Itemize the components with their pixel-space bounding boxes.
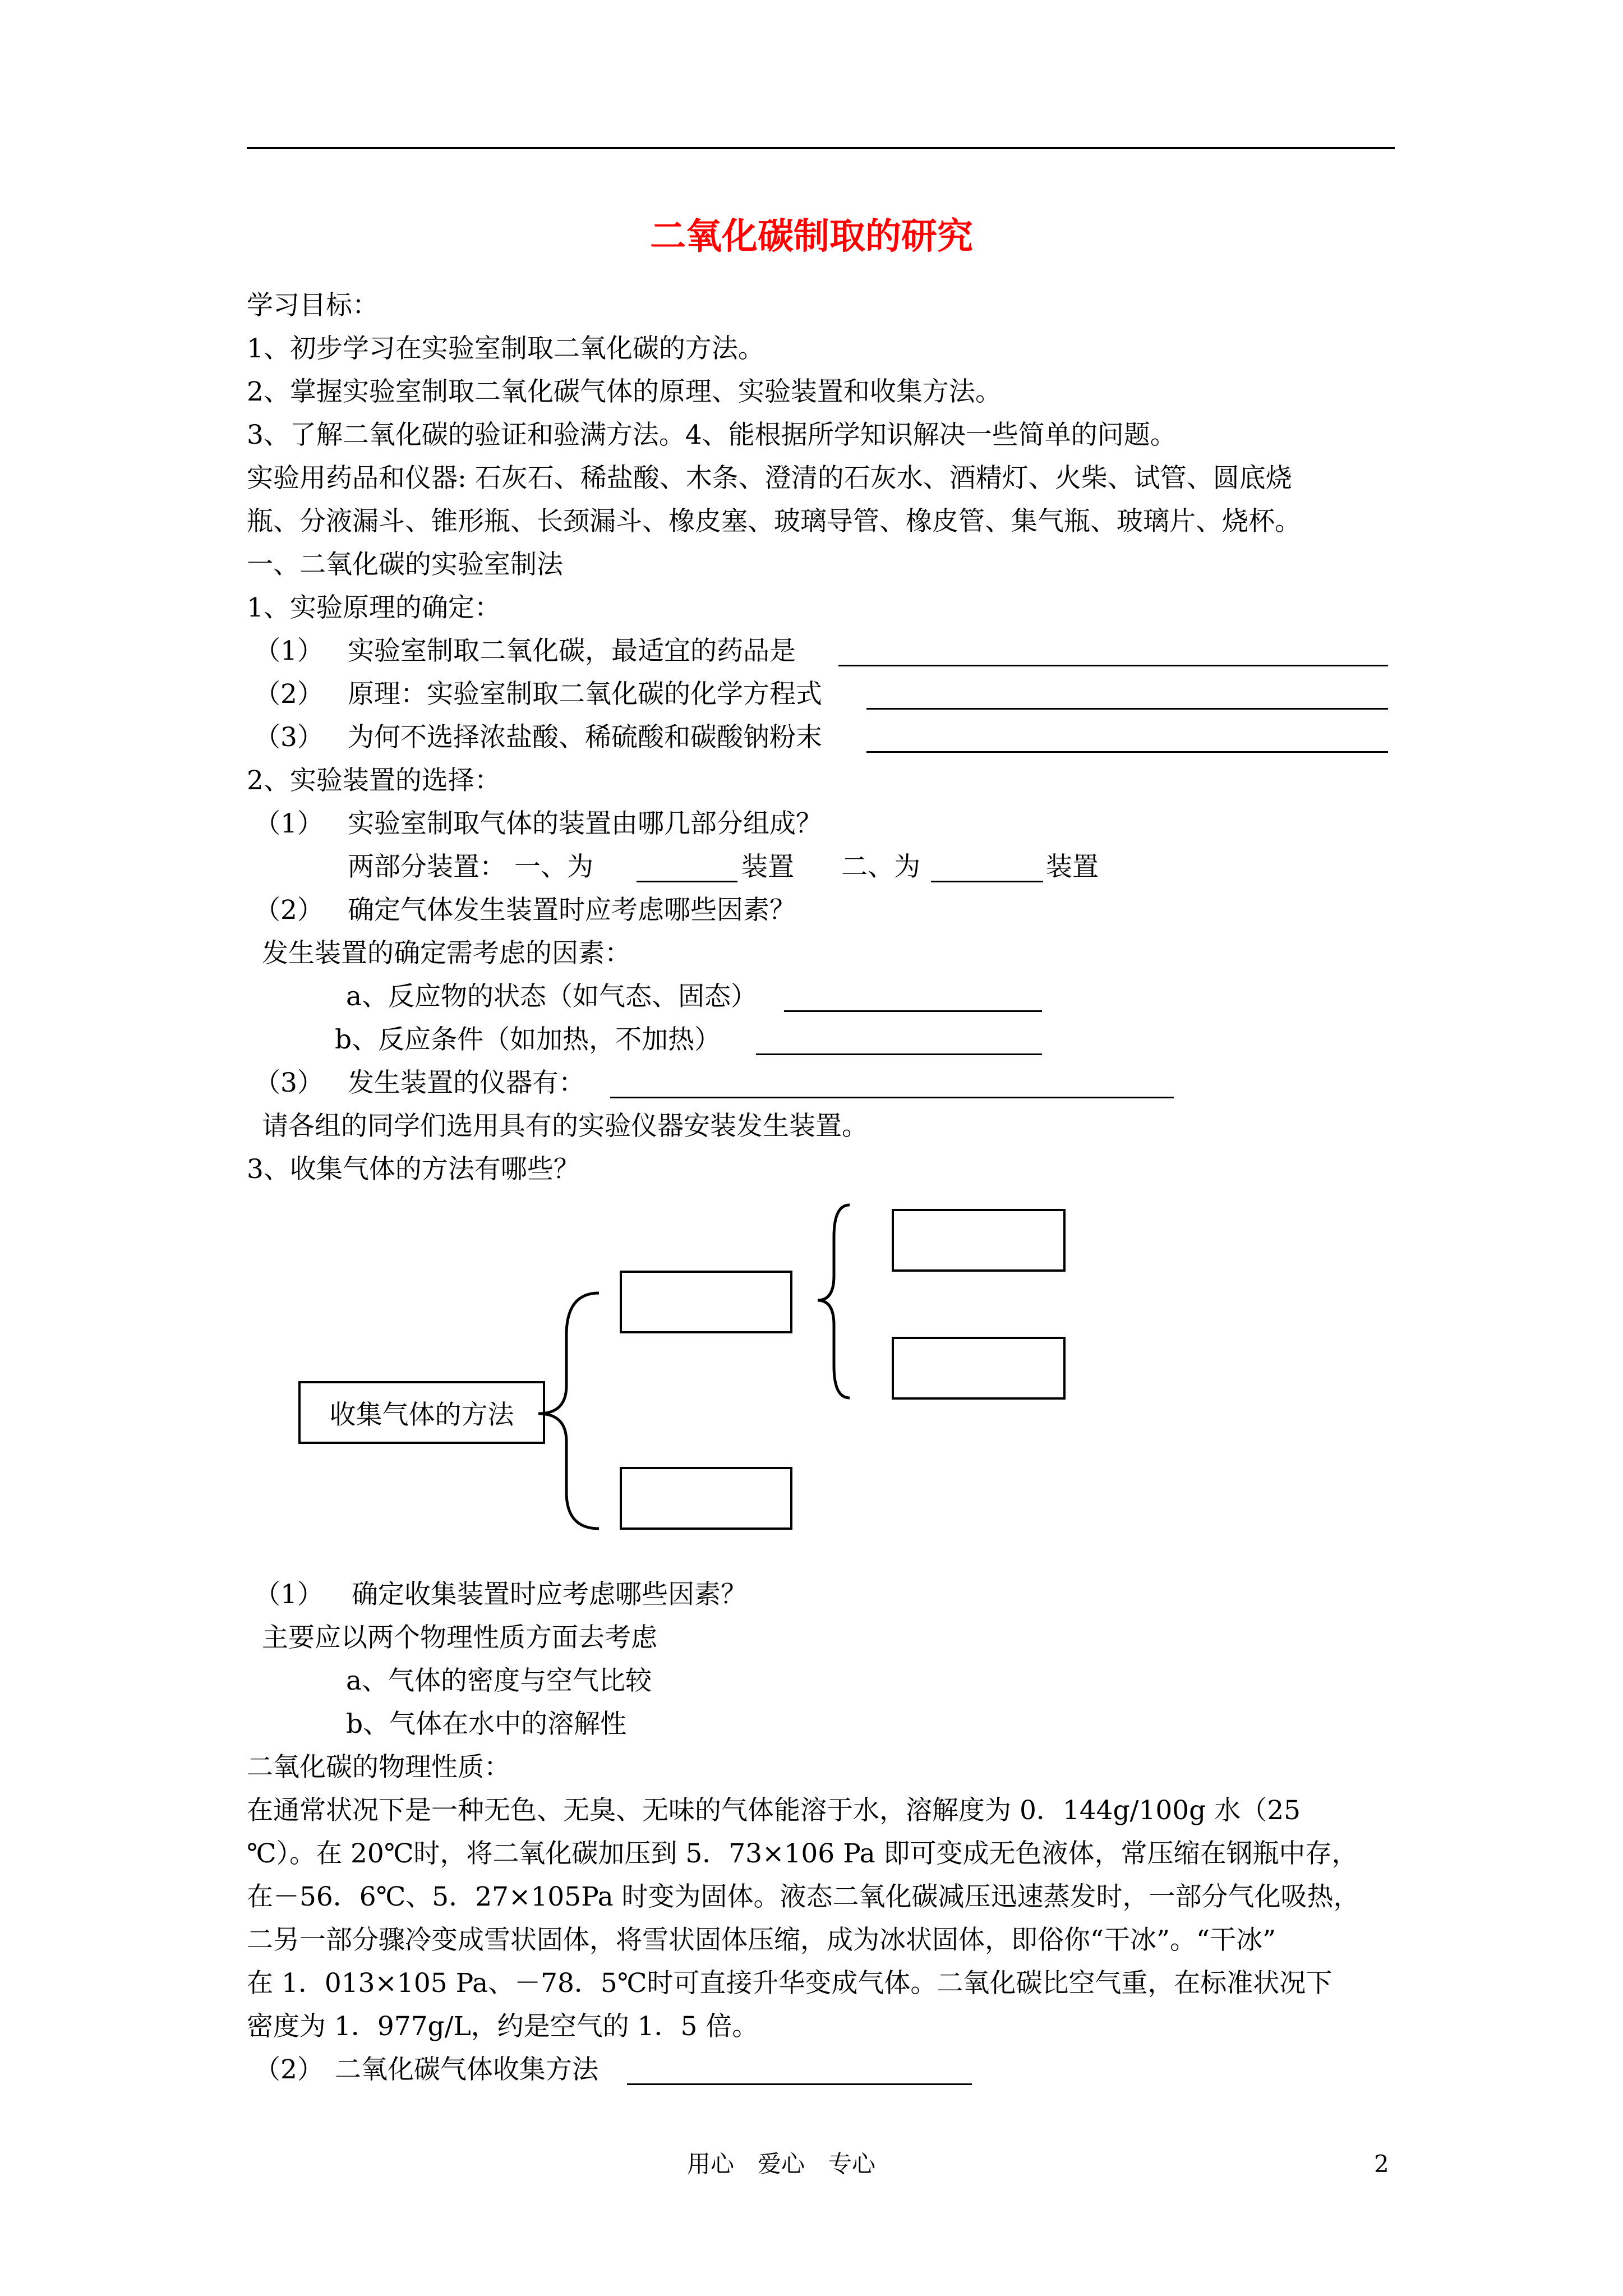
question-1-text: 实验室制取二氧化碳，最适宜的药品是: [348, 636, 796, 666]
question-5-text: 确定气体发生装置时应考虑哪些因素？: [348, 895, 796, 926]
question-8-text: 二氧化碳气体收集方法: [335, 2054, 598, 2085]
main-consideration: 主要应以两个物理性质方面去考虑: [262, 1622, 657, 1653]
properties-line-4: 二另一部分骤冷变成雪状固体，将雪状固体压缩，成为冰状固体，即俗你“干冰”。“干冰”: [247, 1925, 1276, 1955]
question-3-number: （3）: [254, 722, 324, 753]
goal-2: 2、掌握实验室制取二氧化碳气体的原理、实验装置和收集方法。: [247, 376, 1002, 407]
answer-box-submethod-2[interactable]: [892, 1337, 1066, 1400]
answer-box-method-2[interactable]: [620, 1467, 792, 1530]
goal-1: 1、初步学习在实验室制取二氧化碳的方法。: [247, 333, 764, 364]
question-4-number: （1）: [254, 808, 324, 839]
subsection-1-1: 1、实验原理的确定：: [247, 592, 501, 623]
two-parts-device-2: 装置: [1046, 852, 1099, 882]
footer-motto: 用心 爱心 专心: [687, 2150, 876, 2178]
materials-line-1: 实验用药品和仪器: 石灰石、稀盐酸、木条、澄清的石灰水、酒精灯、火柴、试管、圆底烧: [247, 463, 1292, 494]
subsection-1-3: 3、收集气体的方法有哪些？: [247, 1154, 580, 1185]
question-2-text: 原理：实验室制取二氧化碳的化学方程式: [348, 679, 822, 710]
goals-heading: 学习目标：: [247, 290, 379, 321]
properties-line-1: 在通常状况下是一种无色、无臭、无味的气体能溶于水，溶解度为 0．144g/100g 水（25: [247, 1795, 1301, 1826]
factor-b: b、反应条件（如加热，不加热）: [335, 1024, 721, 1055]
properties-line-6: 密度为 1．977g/L，约是空气的 1．5 倍。: [247, 2011, 759, 2042]
question-6-number: （3）: [254, 1068, 324, 1098]
goal-3: 3、了解二氧化碳的验证和验满方法。4、能根据所学知识解决一些简单的问题。: [247, 420, 1177, 450]
question-7-number: （1）: [254, 1579, 324, 1610]
assemble-instruction: 请各组的同学们选用具有的实验仪器安装发生装置。: [262, 1111, 868, 1142]
properties-heading: 二氧化碳的物理性质：: [247, 1752, 510, 1783]
answer-blank-collection[interactable]: [627, 2083, 972, 2085]
properties-line-3: 在－56．6℃、5．27×105Pa 时变为固体。液态二氧化碳减压迅速蒸发时，一部分气化吸热，: [247, 1881, 1360, 1912]
two-parts-label: 两部分装置： 一、为: [348, 852, 593, 882]
subsection-1-2: 2、实验装置的选择：: [247, 765, 501, 796]
page-title: 二氧化碳制取的研究: [650, 215, 973, 257]
answer-box-method-1[interactable]: [620, 1271, 792, 1333]
properties-line-5: 在 1．013×105 Pa、－78．5℃时可直接升华变成气体。二氧化碳比空气重，在标准状况下: [247, 1968, 1332, 1999]
page-number: 2: [1374, 2150, 1389, 2178]
diagram-root-label: 收集气体的方法: [329, 1399, 514, 1430]
question-6-text: 发生装置的仪器有：: [348, 1068, 585, 1098]
properties-line-2: ℃）。在 20℃时，将二氧化碳加压到 5．73×106 Pa 即可变成无色液体，常压缩在钢瓶中存，: [247, 1838, 1358, 1869]
materials-line-2: 瓶、分液漏斗、锥形瓶、长颈漏斗、橡皮塞、玻璃导管、橡皮管、集气瓶、玻璃片、烧杯。: [247, 506, 1301, 537]
consideration-a: a、气体的密度与空气比较: [346, 1665, 652, 1696]
question-8-number: （2）: [254, 2054, 324, 2085]
question-3-text: 为何不选择浓盐酸、稀硫酸和碳酸钠粉末: [348, 722, 822, 753]
question-7-text: 确定收集装置时应考虑哪些因素？: [352, 1579, 747, 1610]
question-2-number: （2）: [254, 679, 324, 710]
section-1-heading: 一、二氧化碳的实验室制法: [247, 549, 563, 580]
two-parts-second: 二、为: [841, 852, 920, 882]
factor-a: a、反应物的状态（如气态、固态）: [346, 981, 758, 1012]
left-brace: [538, 1293, 599, 1529]
diagram-root-box: [298, 1381, 545, 1444]
consideration-b: b、气体在水中的溶解性: [346, 1709, 627, 1740]
right-brace: [818, 1205, 850, 1398]
question-4-text: 实验室制取气体的装置由哪几部分组成？: [348, 808, 822, 839]
two-parts-device-1: 装置: [741, 852, 794, 882]
factors-heading: 发生装置的确定需考虑的因素：: [262, 938, 631, 969]
question-5-number: （2）: [254, 895, 324, 926]
question-1-number: （1）: [254, 636, 324, 666]
answer-box-submethod-1[interactable]: [892, 1209, 1066, 1272]
